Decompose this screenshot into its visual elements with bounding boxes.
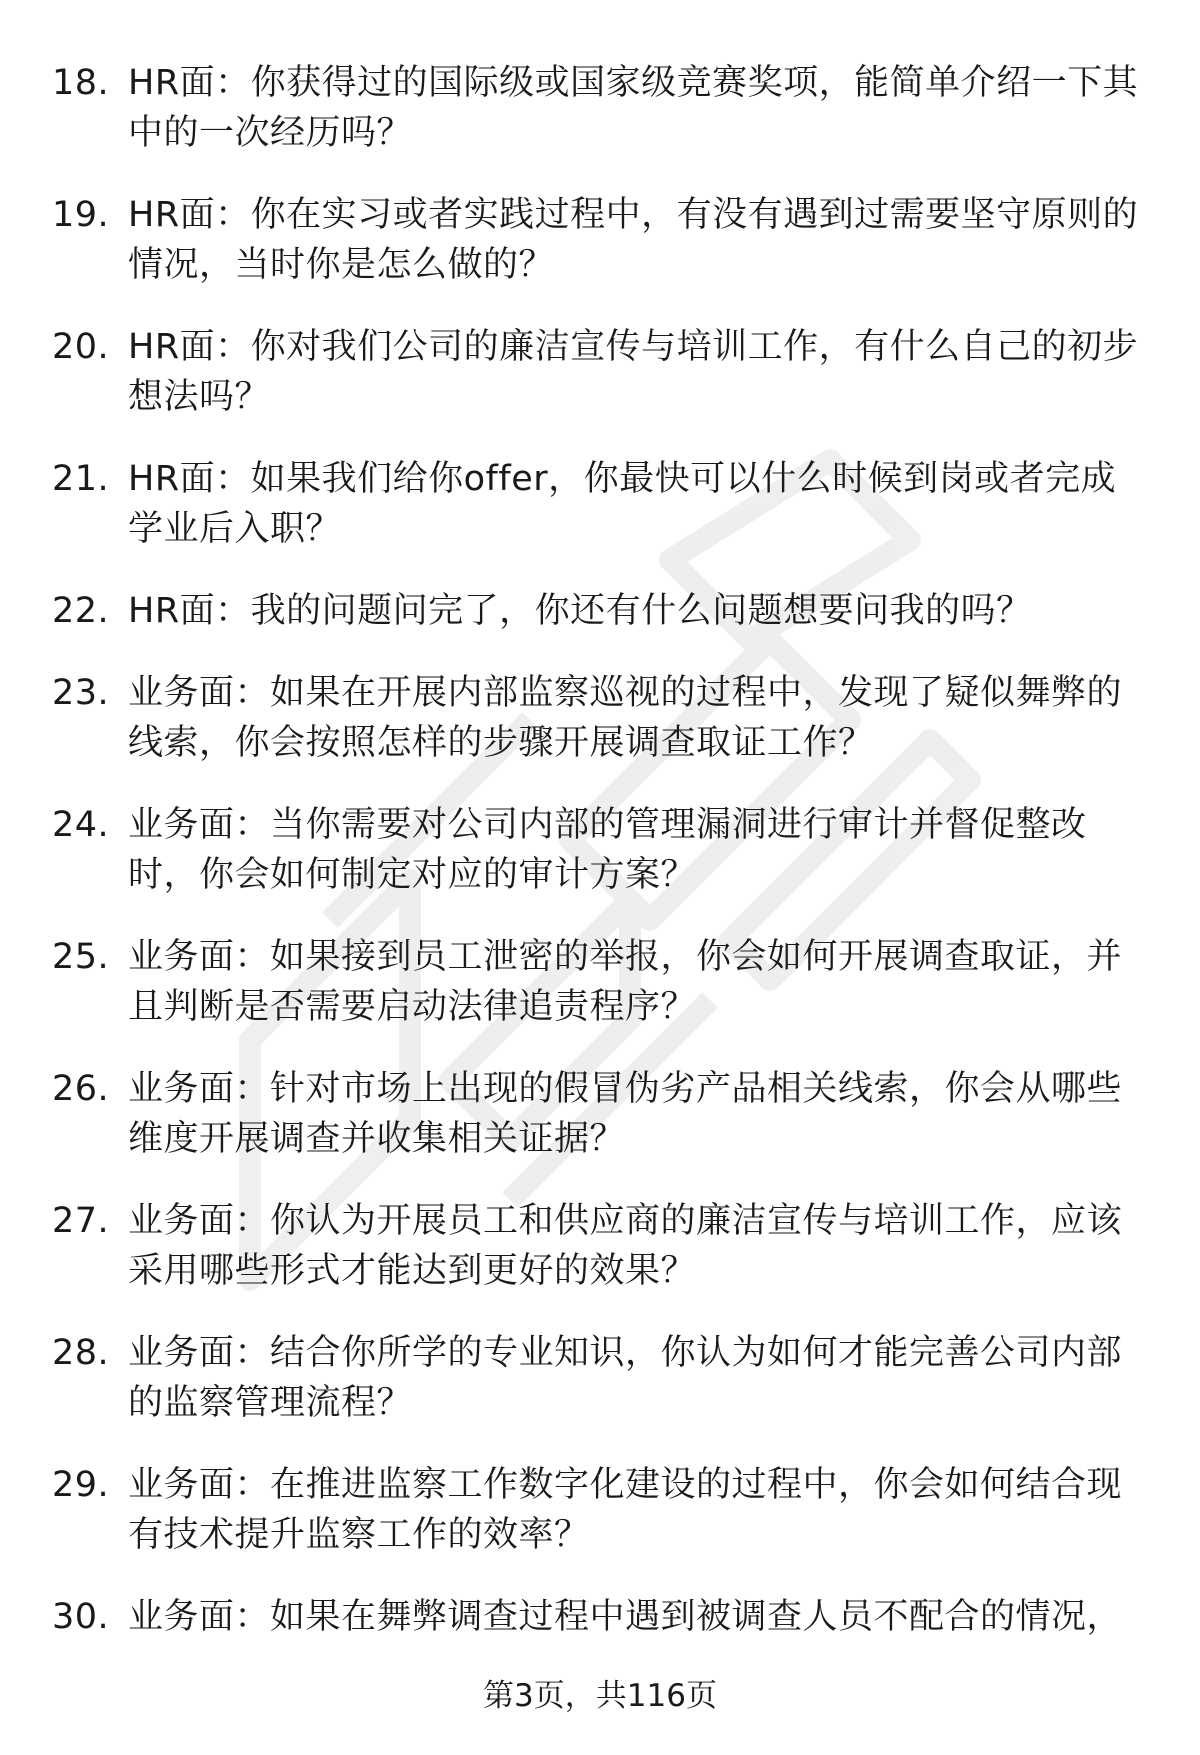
list-item bbox=[0, 58, 1200, 190]
question-line: 维度开展调查并收集相关证据？ bbox=[128, 1119, 626, 1159]
question-line: 想法吗？ bbox=[128, 377, 271, 417]
question-text bbox=[128, 454, 1158, 554]
question-number: 23. bbox=[52, 673, 110, 713]
list-item bbox=[0, 668, 1200, 800]
question-number: 27. bbox=[52, 1201, 110, 1241]
question-line: 业务面：当你需要对公司内部的管理漏洞进行审计并督促整改 bbox=[128, 805, 1087, 845]
question-text bbox=[128, 1328, 1158, 1428]
question-number: 29. bbox=[52, 1465, 110, 1505]
question-line: 有技术提升监察工作的效率？ bbox=[128, 1515, 590, 1555]
question-number: 20. bbox=[52, 327, 110, 367]
question-line: 业务面：如果在舞弊调查过程中遇到被调查人员不配合的情况， bbox=[128, 1597, 1123, 1637]
question-text bbox=[128, 322, 1158, 422]
question-text bbox=[128, 58, 1158, 158]
list-item bbox=[0, 1460, 1200, 1592]
question-text bbox=[128, 190, 1158, 290]
question-text bbox=[128, 668, 1158, 768]
question-line: 业务面：你认为开展员工和供应商的廉洁宣传与培训工作，应该 bbox=[128, 1201, 1123, 1241]
list-item bbox=[0, 586, 1200, 668]
question-line: 业务面：如果接到员工泄密的举报，你会如何开展调查取证，并 bbox=[128, 937, 1123, 977]
list-item bbox=[0, 1328, 1200, 1460]
question-number: 30. bbox=[52, 1597, 110, 1637]
list-item bbox=[0, 454, 1200, 586]
question-line: 业务面：针对市场上出现的假冒伪劣产品相关线索，你会从哪些 bbox=[128, 1069, 1123, 1109]
question-line: HR面：如果我们给你offer，你最快可以什么时候到岗或者完成 bbox=[128, 459, 1117, 499]
question-line: 采用哪些形式才能达到更好的效果？ bbox=[128, 1251, 697, 1291]
question-number: 25. bbox=[52, 937, 110, 977]
question-line: 中的一次经历吗？ bbox=[128, 113, 413, 153]
question-line: 且判断是否需要启动法律追责程序？ bbox=[128, 987, 697, 1027]
question-text bbox=[128, 1460, 1158, 1560]
question-line: HR面：你对我们公司的廉洁宣传与培训工作，有什么自己的初步 bbox=[128, 327, 1139, 367]
list-item bbox=[0, 932, 1200, 1064]
question-line: HR面：你在实习或者实践过程中，有没有遇到过需要坚守原则的 bbox=[128, 195, 1139, 235]
question-number: 22. bbox=[52, 591, 110, 631]
question-number: 19. bbox=[52, 195, 110, 235]
question-text bbox=[128, 932, 1158, 1032]
question-line: 的监察管理流程？ bbox=[128, 1383, 413, 1423]
question-list bbox=[0, 58, 1200, 1674]
list-item bbox=[0, 322, 1200, 454]
question-line: 情况，当时你是怎么做的？ bbox=[128, 245, 555, 285]
question-line: HR面：你获得过的国际级或国家级竞赛奖项，能简单介绍一下其 bbox=[128, 63, 1139, 103]
question-number: 28. bbox=[52, 1333, 110, 1373]
question-line: 学业后入职？ bbox=[128, 509, 342, 549]
question-text bbox=[128, 1592, 1158, 1642]
question-line: 业务面：在推进监察工作数字化建设的过程中，你会如何结合现 bbox=[128, 1465, 1123, 1505]
question-line: 时，你会如何制定对应的审计方案？ bbox=[128, 855, 697, 895]
question-line: 业务面：如果在开展内部监察巡视的过程中，发现了疑似舞弊的 bbox=[128, 673, 1123, 713]
question-text bbox=[128, 1196, 1158, 1296]
question-line: 线索，你会按照怎样的步骤开展调查取证工作？ bbox=[128, 723, 874, 763]
question-text bbox=[128, 586, 1158, 636]
question-number: 26. bbox=[52, 1069, 110, 1109]
list-item bbox=[0, 800, 1200, 932]
list-item bbox=[0, 1064, 1200, 1196]
question-number: 24. bbox=[52, 805, 110, 845]
question-text bbox=[128, 800, 1158, 900]
question-number: 18. bbox=[52, 63, 110, 103]
list-item bbox=[0, 190, 1200, 322]
question-text bbox=[128, 1064, 1158, 1164]
page-footer: 第3页，共116页 bbox=[483, 1678, 717, 1714]
list-item bbox=[0, 1592, 1200, 1674]
question-line: 业务面：结合你所学的专业知识，你认为如何才能完善公司内部 bbox=[128, 1333, 1123, 1373]
list-item bbox=[0, 1196, 1200, 1328]
question-number: 21. bbox=[52, 459, 110, 499]
question-line: HR面：我的问题问完了，你还有什么问题想要问我的吗？ bbox=[128, 591, 1032, 631]
